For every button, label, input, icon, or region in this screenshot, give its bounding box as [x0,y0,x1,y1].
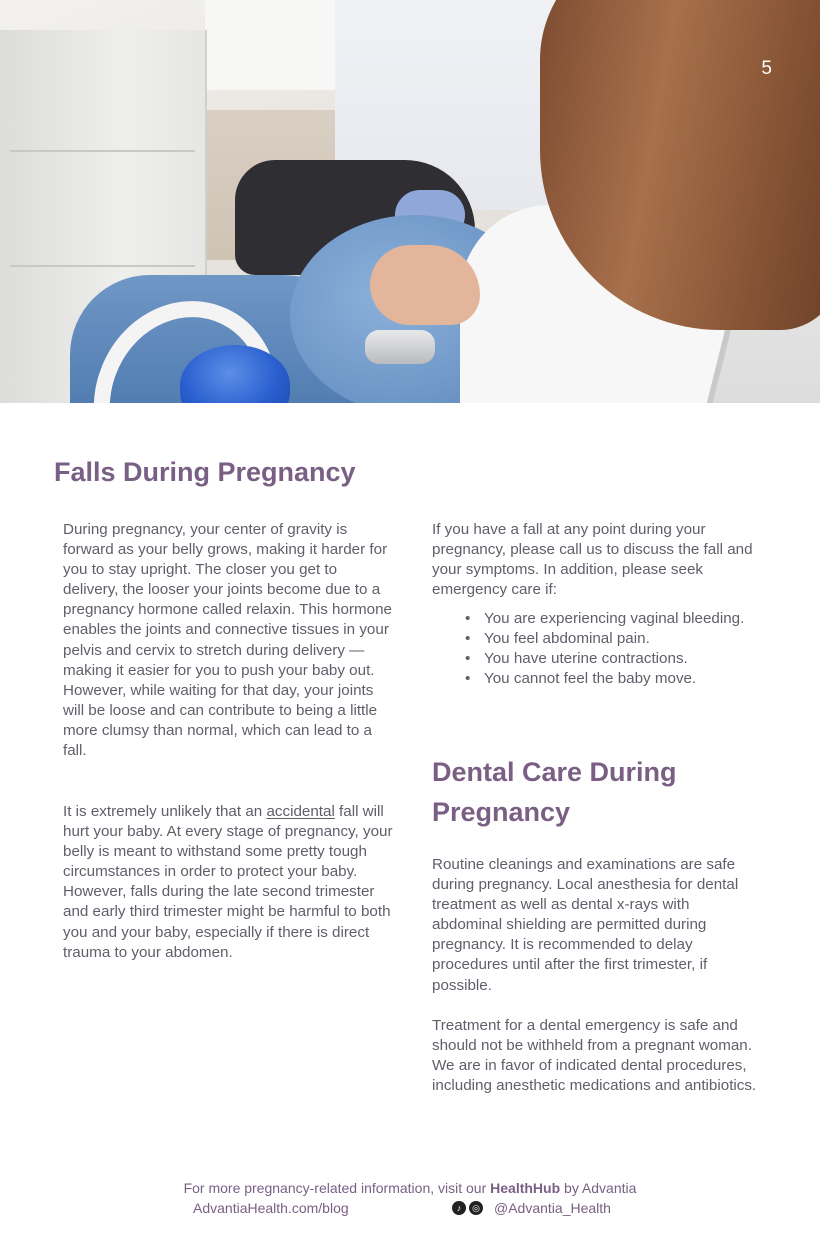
list-item-text: You are experiencing vaginal bleeding. [484,610,745,627]
bullet-icon: • [465,630,471,648]
accidental-link[interactable]: accidental [266,803,335,820]
footer-info-suffix: by Advantia [560,1180,637,1196]
falls-paragraph-2-end: fall will hurt your baby. At every stage of pregnancy, your belly is meant to withstand some pretty tough circumstances in order to protect your baby. However, falls during the late second trimester and early third trimester might be harmful to both you and your baby, especially if there is direct trauma to your abdomen. [63,803,393,961]
list-item [458,629,758,649]
page-number: 5 [761,58,772,79]
falls-paragraph-2-start: It is extremely unlikely that an [63,803,267,820]
list-item-text: You have uterine contractions. [484,650,688,668]
list-item-text: You cannot feel the baby move. [484,670,697,688]
list-item-text: You feel abdominal pain. [484,630,650,648]
tiktok-icon[interactable]: ♪ [452,1201,466,1215]
dental-paragraph-2: Treatment for a dental emergency is safe and should not be withheld from a pregnant woman. We are in favor of indicated dental procedures, including anesthetic medications and antibiotics. [432,1017,757,1095]
photo-cabinet-line [10,150,195,152]
bullet-icon: • [465,650,471,668]
footer-info-text: For more pregnancy-related information, visit our [183,1180,491,1196]
falls-paragraph-2 [63,802,393,963]
social-handle[interactable]: @Advantia_Health [494,1200,611,1216]
list-item [458,649,758,669]
photo-watch [365,330,435,364]
blog-url-link[interactable]: AdvantiaHealth.com/blog [193,1200,349,1216]
healthhub-link[interactable]: HealthHub [490,1180,561,1196]
fall-call-paragraph: If you have a fall at any point during your pregnancy, please call us to discuss the fall and your symptoms. In addition, please seek emergency care if: [432,521,753,599]
bullet-icon: • [465,610,471,627]
falls-heading: Falls During Pregnancy [54,457,356,487]
instagram-icon[interactable]: ◎ [469,1201,483,1215]
list-item [458,609,758,629]
hero-photo [0,0,820,403]
photo-cabinet-line [10,265,195,267]
dental-paragraph-1: Routine cleanings and examinations are safe during pregnancy. Local anesthesia for dental treatment as well as dental x-rays with abdominal shielding are permitted during pregnancy. It is recommended to delay procedures until after the first trimester, if possible. [432,856,739,994]
footer-contact-line [0,1200,820,1220]
social-icons [452,1201,483,1215]
photo-patient-hand [370,245,480,325]
bullet-icon: • [465,670,471,688]
photo-counter [205,0,355,90]
falls-paragraph-1: During pregnancy, your center of gravity is forward as your belly grows, making it harder for you to stay upright. The closer you get to delivery, the looser your joints become due to a pregnancy hormone called relaxin. This hormone enables the joints and connective tissues in your pelvis and cervix to stretch during delivery — making it easier for you to push your baby out. However, while waiting for that day, your joints will be loose and can contribute to being a little more clumsy than normal, which can lead to a fall. [63,521,392,760]
footer-info-line [0,1180,820,1196]
list-item [458,669,758,689]
dental-heading: Dental Care During Pregnancy [432,757,677,827]
emergency-symptoms-list [458,609,758,689]
